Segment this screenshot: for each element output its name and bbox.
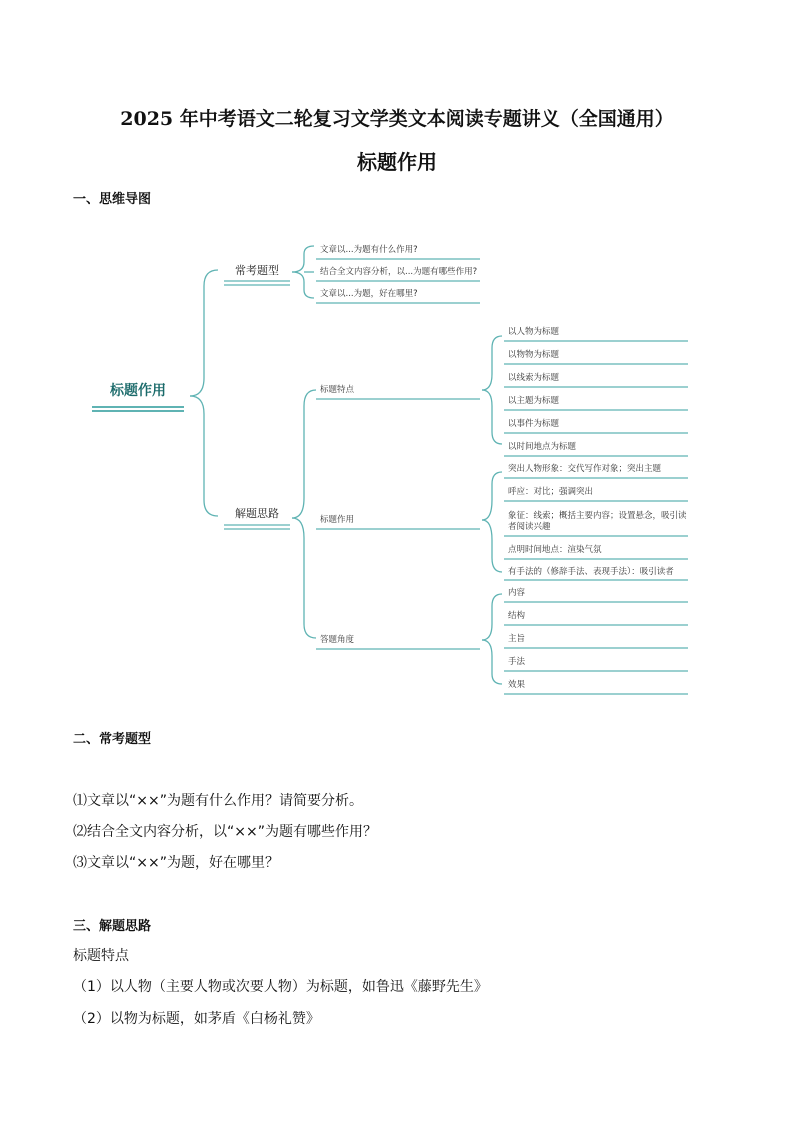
mindmap-leaf: 手法 xyxy=(508,657,526,667)
mindmap-diagram xyxy=(0,228,794,708)
mindmap-root: 标题作用 xyxy=(110,383,166,399)
feature-item: （2）以物为标题，如茅盾《白杨礼赞》 xyxy=(73,1011,320,1027)
feature-item: （1）以人物（主要人物或次要人物）为标题，如鲁迅《藤野先生》 xyxy=(73,979,488,995)
mindmap-leaf: 点明时间地点：渲染气氛 xyxy=(508,545,602,555)
mindmap-leaf: 以时间地点为标题 xyxy=(508,442,577,452)
question-item: ⑵结合全文内容分析，以“××”为题有哪些作用？ xyxy=(73,824,377,840)
document-subtitle: 标题作用 xyxy=(357,150,437,174)
question-item: ⑴文章以“××”为题有什么作用？请简要分析。 xyxy=(73,793,363,809)
mindmap-sub-label: 标题作用 xyxy=(320,515,355,525)
document-title: 2025 年中考语文二轮复习文学类文本阅读专题讲义（全国通用） xyxy=(120,108,674,130)
mindmap-leaf: 以人物为标题 xyxy=(508,327,560,337)
mindmap-leaf: 以物物为标题 xyxy=(508,350,560,360)
mindmap-leaf: 文章以...为题有什么作用? xyxy=(320,245,418,255)
question-item: ⑶文章以“××”为题，好在哪里？ xyxy=(73,855,279,871)
mindmap-sub-label: 答题角度 xyxy=(320,635,355,645)
mindmap-leaf: 呼应：对比；强调突出 xyxy=(508,487,594,497)
mindmap-leaf: 有手法的（修辞手法、表现手法）：吸引读者 xyxy=(508,567,674,577)
mindmap-leaf: 以线索为标题 xyxy=(508,373,560,383)
mindmap-leaf: 内容 xyxy=(508,588,526,598)
section-heading-solution: 三、解题思路 xyxy=(73,919,152,934)
section-heading-mindmap: 一、思维导图 xyxy=(73,192,152,207)
mindmap-leaf: 以主题为标题 xyxy=(508,396,560,406)
mindmap-branch-label: 解题思路 xyxy=(235,507,279,520)
mindmap-leaf: 以事件为标题 xyxy=(508,419,560,429)
mindmap-leaf: 文章以...为题，好在哪里? xyxy=(320,289,418,299)
subheading-title-features: 标题特点 xyxy=(73,948,129,964)
mindmap-leaf: 结合全文内容分析，以...为题有哪些作用? xyxy=(320,267,478,277)
mindmap-leaf: 结构 xyxy=(508,611,526,621)
mindmap-leaf: 者阅读兴趣 xyxy=(508,522,551,532)
mindmap-branch-label: 常考题型 xyxy=(235,264,279,277)
mindmap-leaf: 效果 xyxy=(508,680,526,690)
mindmap-leaf: 主旨 xyxy=(508,634,526,644)
mindmap-leaf: 象征：线索；概括主要内容；设置悬念，吸引读 xyxy=(508,511,687,521)
mindmap-leaf: 突出人物形象：交代写作对象；突出主题 xyxy=(508,464,662,474)
mindmap-sub-label: 标题特点 xyxy=(320,385,355,395)
section-heading-question-types: 二、常考题型 xyxy=(73,732,152,747)
